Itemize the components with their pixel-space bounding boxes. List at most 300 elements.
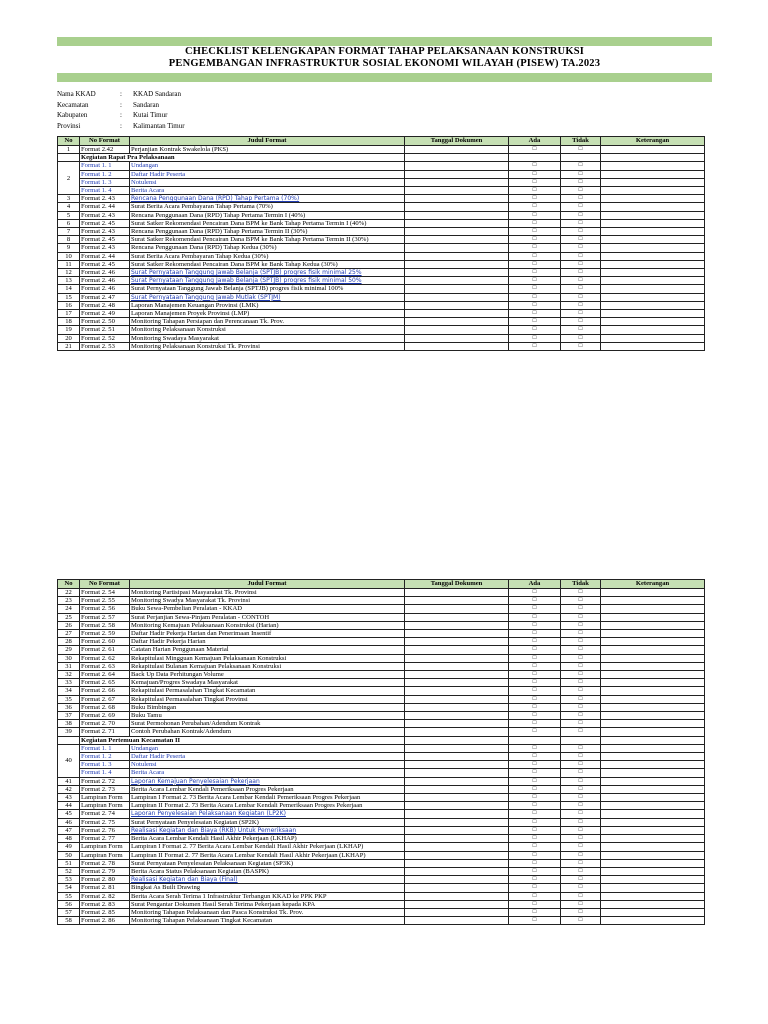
no-format: Format 1. 4: [80, 769, 130, 777]
header-no-format: No Format: [80, 137, 130, 146]
ada-checkbox[interactable]: □: [509, 293, 561, 301]
ada-checkbox[interactable]: □: [509, 662, 561, 670]
ada-checkbox[interactable]: □: [509, 228, 561, 236]
row-no: 56: [58, 900, 80, 908]
tanggal-cell: [405, 318, 509, 326]
judul-format: Surat Berita Acara Pembayaran Tahap Kedua (30%): [130, 252, 405, 260]
no-format: Format 2. 44: [80, 252, 130, 260]
tanggal-cell: [405, 301, 509, 309]
table-row: [58, 605, 705, 613]
keterangan-cell: [601, 342, 705, 350]
row-no: 20: [58, 334, 80, 342]
judul-format: Monitoring Pelaksanaan Konstruksi: [130, 326, 405, 334]
judul-format: Monitoring Tahapan Pelaksanaan dan Pasca Konstruksi Tk. Prov.: [130, 908, 405, 916]
tanggal-cell: [405, 211, 509, 219]
table-row: [58, 260, 705, 268]
tanggal-cell: [405, 917, 509, 925]
ada-checkbox[interactable]: □: [509, 146, 561, 154]
table-row: [58, 597, 705, 605]
ada-checkbox[interactable]: □: [509, 867, 561, 875]
table-row: [58, 301, 705, 309]
tidak-checkbox[interactable]: □: [561, 195, 601, 203]
ada-checkbox[interactable]: □: [509, 252, 561, 260]
judul-format: Rekapitulasi Permasalahan Tingkat Kecamatan: [130, 687, 405, 695]
row-no: 21: [58, 342, 80, 350]
judul-format: Monitoring Swadya Masyarakat Tk. Provinsi: [130, 597, 405, 605]
tanggal-cell: [405, 777, 509, 785]
table-row: [58, 211, 705, 219]
header-tidak: Tidak: [561, 137, 601, 146]
table-row: [58, 195, 705, 203]
row-no: 19: [58, 326, 80, 334]
keterangan-cell: [601, 187, 705, 195]
tanggal-cell: [405, 826, 509, 834]
header-tidak: Tidak: [561, 580, 601, 589]
tidak-checkbox[interactable]: □: [561, 310, 601, 318]
tanggal-cell: [405, 843, 509, 851]
judul-format: Rekapitulasi Mingguan Kemajuan Pelaksanaan Konstruksi: [130, 654, 405, 662]
title-line-2: PENGEMBANGAN INFRASTRUKTUR SOSIAL EKONOMI WILAYAH (PISEW) TA.2023: [168, 58, 601, 69]
table-row: [58, 318, 705, 326]
tidak-checkbox[interactable]: □: [561, 695, 601, 703]
tidak-checkbox[interactable]: □: [561, 679, 601, 687]
ada-checkbox[interactable]: □: [509, 211, 561, 219]
ada-checkbox[interactable]: □: [509, 187, 561, 195]
no-format: Format 2. 71: [80, 728, 130, 736]
tidak-checkbox[interactable]: □: [561, 597, 601, 605]
tanggal-cell: [405, 646, 509, 654]
ada-checkbox[interactable]: □: [509, 178, 561, 186]
tidak-checkbox[interactable]: □: [561, 244, 601, 252]
tidak-checkbox[interactable]: □: [561, 859, 601, 867]
header-tanggal-dokumen: Tanggal Dokumen: [405, 137, 509, 146]
tanggal-cell: [405, 146, 509, 154]
table-row: [58, 892, 705, 900]
judul-format: Laporan Kemajuan Penyelesaian Pekerjaan: [130, 777, 405, 785]
ada-checkbox[interactable]: □: [509, 802, 561, 810]
ada-checkbox[interactable]: □: [509, 162, 561, 170]
tidak-checkbox[interactable]: □: [561, 589, 601, 597]
tanggal-cell: [405, 589, 509, 597]
tidak-checkbox[interactable]: □: [561, 613, 601, 621]
ada-checkbox[interactable]: □: [509, 310, 561, 318]
tidak-checkbox[interactable]: □: [561, 720, 601, 728]
tidak-checkbox[interactable]: □: [561, 917, 601, 925]
tidak-checkbox[interactable]: □: [561, 728, 601, 736]
row-no: 43: [58, 794, 80, 802]
judul-format: Surat Pernyataan Penyelesaian Kegiatan (SP2K): [130, 818, 405, 826]
table-row: [58, 334, 705, 342]
no-format: Format 2. 73: [80, 785, 130, 793]
table-row: [58, 146, 705, 154]
header-judul-format: Judul Format: [130, 137, 405, 146]
ada-checkbox[interactable]: □: [509, 654, 561, 662]
keterangan-cell: [601, 228, 705, 236]
tidak-checkbox[interactable]: □: [561, 810, 601, 818]
tidak-checkbox[interactable]: □: [561, 908, 601, 916]
ada-checkbox[interactable]: □: [509, 728, 561, 736]
ada-checkbox[interactable]: □: [509, 260, 561, 268]
tidak-checkbox[interactable]: □: [561, 342, 601, 350]
ada-checkbox[interactable]: □: [509, 917, 561, 925]
table-row: [58, 310, 705, 318]
tidak-checkbox[interactable]: □: [561, 605, 601, 613]
ada-checkbox[interactable]: □: [509, 301, 561, 309]
ada-checkbox[interactable]: □: [509, 613, 561, 621]
no-format: Format 2. 45: [80, 236, 130, 244]
ada-checkbox[interactable]: □: [509, 621, 561, 629]
keterangan-cell: [601, 613, 705, 621]
judul-format: Monitoring Pelaksanaan Konstruksi Tk. Provinsi: [130, 342, 405, 350]
tidak-checkbox[interactable]: □: [561, 867, 601, 875]
tanggal-cell: [405, 900, 509, 908]
ada-checkbox[interactable]: □: [509, 892, 561, 900]
ada-checkbox[interactable]: □: [509, 835, 561, 843]
info-row: [57, 110, 185, 121]
tidak-checkbox[interactable]: □: [561, 219, 601, 227]
checklist-table-1: [57, 136, 705, 351]
ada-checkbox[interactable]: □: [509, 818, 561, 826]
tidak-checkbox[interactable]: □: [561, 802, 601, 810]
no-format: Format 2. 62: [80, 654, 130, 662]
tanggal-cell: [405, 769, 509, 777]
row-no: 26: [58, 621, 80, 629]
row-no: 32: [58, 671, 80, 679]
no-format: Format 2. 43: [80, 228, 130, 236]
tidak-checkbox[interactable]: □: [561, 753, 601, 761]
row-no: 15: [58, 293, 80, 301]
row-no: 2: [58, 162, 80, 195]
no-format: Format 2. 51: [80, 326, 130, 334]
no-format: Format 2. 48: [80, 301, 130, 309]
tanggal-cell: [405, 908, 509, 916]
tidak-checkbox[interactable]: □: [561, 638, 601, 646]
ada-checkbox[interactable]: □: [509, 318, 561, 326]
row-no: 31: [58, 662, 80, 670]
keterangan-cell: [601, 621, 705, 629]
ada-checkbox[interactable]: □: [509, 244, 561, 252]
tidak-checkbox[interactable]: □: [561, 843, 601, 851]
tidak-checkbox[interactable]: □: [561, 187, 601, 195]
tidak-checkbox[interactable]: □: [561, 334, 601, 342]
ada-checkbox[interactable]: □: [509, 679, 561, 687]
judul-format: Lampiran I Format 2. 77 Berita Acara Lembar Kendali Hasil Akhir Pekerjaan (LKHAP): [130, 843, 405, 851]
keterangan-cell: [601, 818, 705, 826]
tanggal-cell: [405, 744, 509, 752]
tidak-checkbox[interactable]: □: [561, 269, 601, 277]
no-format: Format 2. 75: [80, 818, 130, 826]
row-no: 50: [58, 851, 80, 859]
ada-checkbox[interactable]: □: [509, 761, 561, 769]
no-format: Format 2. 76: [80, 826, 130, 834]
table-row: [58, 162, 705, 170]
keterangan-cell: [601, 310, 705, 318]
tidak-checkbox[interactable]: □: [561, 794, 601, 802]
info-colon: :: [120, 100, 122, 109]
ada-checkbox[interactable]: □: [509, 695, 561, 703]
row-no: 44: [58, 802, 80, 810]
table-row: [58, 851, 705, 859]
no-format: Format 2. 43: [80, 195, 130, 203]
info-colon: :: [120, 90, 122, 98]
info-label: Provinsi: [57, 121, 81, 130]
info-label: Kabupaten: [57, 111, 88, 120]
tidak-checkbox[interactable]: □: [561, 826, 601, 834]
no-format: Lampiran Form: [80, 843, 130, 851]
ada-checkbox[interactable]: □: [509, 753, 561, 761]
judul-format: Daftar Hadir Peserta: [130, 170, 405, 178]
tidak-checkbox[interactable]: □: [561, 671, 601, 679]
row-no: 4: [58, 203, 80, 211]
table-row: [58, 589, 705, 597]
tidak-checkbox[interactable]: □: [561, 285, 601, 293]
tanggal-cell: [405, 662, 509, 670]
ada-checkbox[interactable]: □: [509, 744, 561, 752]
tanggal-cell: [405, 687, 509, 695]
tidak-checkbox[interactable]: □: [561, 851, 601, 859]
tanggal-cell: [405, 892, 509, 900]
group-row: [58, 154, 705, 162]
judul-format: Rencana Penggunaan Dana (RPD) Tahap Kedua (30%): [130, 244, 405, 252]
tidak-checkbox[interactable]: □: [561, 146, 601, 154]
group-title: Kegiatan Pertemuan Kecamatan II: [80, 736, 405, 744]
ada-checkbox[interactable]: □: [509, 203, 561, 211]
tidak-checkbox[interactable]: □: [561, 621, 601, 629]
keterangan-cell: [601, 211, 705, 219]
row-no: 28: [58, 638, 80, 646]
ada-checkbox[interactable]: □: [509, 810, 561, 818]
judul-format: Rencana Penggunaan Dana (RPD) Tahap Pertama Termin II (30%): [130, 228, 405, 236]
tidak-checkbox[interactable]: □: [561, 211, 601, 219]
ada-checkbox[interactable]: □: [509, 884, 561, 892]
ada-checkbox[interactable]: □: [509, 219, 561, 227]
table-row: [58, 646, 705, 654]
ada-checkbox[interactable]: □: [509, 769, 561, 777]
ada-checkbox[interactable]: □: [509, 851, 561, 859]
no-format: Format 2. 52: [80, 334, 130, 342]
row-no: 27: [58, 630, 80, 638]
ada-checkbox[interactable]: □: [509, 630, 561, 638]
row-no: 47: [58, 826, 80, 834]
tidak-checkbox[interactable]: □: [561, 630, 601, 638]
tidak-checkbox[interactable]: □: [561, 162, 601, 170]
tanggal-cell: [405, 761, 509, 769]
tidak-checkbox[interactable]: □: [561, 687, 601, 695]
tidak-checkbox[interactable]: □: [561, 785, 601, 793]
keterangan-cell: [601, 195, 705, 203]
ada-checkbox[interactable]: □: [509, 646, 561, 654]
info-value: Kutai Timur: [133, 111, 168, 120]
tidak-checkbox[interactable]: □: [561, 777, 601, 785]
no-format: Format 2. 85: [80, 908, 130, 916]
keterangan-cell: [601, 769, 705, 777]
table-row: [58, 613, 705, 621]
judul-format: Undangan: [130, 744, 405, 752]
ada-checkbox[interactable]: □: [509, 334, 561, 342]
keterangan-cell: [601, 654, 705, 662]
table-row: [58, 170, 705, 178]
no-format: Format 2. 61: [80, 646, 130, 654]
ada-checkbox[interactable]: □: [509, 908, 561, 916]
ada-checkbox[interactable]: □: [509, 638, 561, 646]
row-no: 39: [58, 728, 80, 736]
keterangan-cell: [601, 859, 705, 867]
row-no: 17: [58, 310, 80, 318]
judul-format: Kemajuan/Progres Swadaya Masyarakat: [130, 679, 405, 687]
ada-checkbox[interactable]: □: [509, 597, 561, 605]
tidak-cell: [561, 154, 601, 162]
keterangan-cell: [601, 146, 705, 154]
no-format: Format 2. 56: [80, 605, 130, 613]
table-row: [58, 859, 705, 867]
ada-cell: [509, 736, 561, 744]
tanggal-cell: [405, 703, 509, 711]
tidak-checkbox[interactable]: □: [561, 260, 601, 268]
table-row: [58, 277, 705, 285]
no-format: Format 1. 4: [80, 187, 130, 195]
info-row: [57, 89, 185, 100]
judul-format: Berita Acara Lembar Kendali Pemeriksaan Progres Pekerjaan: [130, 785, 405, 793]
ada-checkbox[interactable]: □: [509, 277, 561, 285]
judul-format: Berita Acara Status Pelaksanaan Kegiatan (BASPK): [130, 867, 405, 875]
row-no: 42: [58, 785, 80, 793]
ada-checkbox[interactable]: □: [509, 342, 561, 350]
tanggal-cell: [405, 810, 509, 818]
tidak-checkbox[interactable]: □: [561, 178, 601, 186]
no-format: Lampiran Form: [80, 802, 130, 810]
ada-checkbox[interactable]: □: [509, 589, 561, 597]
ada-checkbox[interactable]: □: [509, 794, 561, 802]
keterangan-cell: [601, 285, 705, 293]
judul-format: Monitoring Kemajuan Pelaksanaan Konstruksi (Harian): [130, 621, 405, 629]
table-row: [58, 843, 705, 851]
tidak-checkbox[interactable]: □: [561, 703, 601, 711]
tidak-checkbox[interactable]: □: [561, 252, 601, 260]
ada-checkbox[interactable]: □: [509, 900, 561, 908]
ada-checkbox[interactable]: □: [509, 876, 561, 884]
ada-checkbox[interactable]: □: [509, 777, 561, 785]
no-format: Lampiran Form: [80, 851, 130, 859]
ada-checkbox[interactable]: □: [509, 712, 561, 720]
row-no: 45: [58, 810, 80, 818]
no-format: Format 1. 3: [80, 178, 130, 186]
no-format: Format 2. 64: [80, 671, 130, 679]
tidak-checkbox[interactable]: □: [561, 835, 601, 843]
tidak-checkbox[interactable]: □: [561, 712, 601, 720]
project-info: [57, 89, 185, 131]
ada-checkbox[interactable]: □: [509, 859, 561, 867]
no-format: Format 2. 69: [80, 712, 130, 720]
tanggal-cell: [405, 720, 509, 728]
ada-checkbox[interactable]: □: [509, 843, 561, 851]
keterangan-cell: [601, 260, 705, 268]
keterangan-cell: [601, 687, 705, 695]
tidak-checkbox[interactable]: □: [561, 769, 601, 777]
ada-checkbox[interactable]: □: [509, 236, 561, 244]
row-no: 18: [58, 318, 80, 326]
ada-checkbox[interactable]: □: [509, 687, 561, 695]
tidak-checkbox[interactable]: □: [561, 654, 601, 662]
no-format: Format 2. 44: [80, 203, 130, 211]
table-row: [58, 753, 705, 761]
row-no: 8: [58, 236, 80, 244]
ada-checkbox[interactable]: □: [509, 285, 561, 293]
ada-checkbox[interactable]: □: [509, 720, 561, 728]
keterangan-cell: [601, 867, 705, 875]
table-row: [58, 712, 705, 720]
tidak-checkbox[interactable]: □: [561, 301, 601, 309]
ada-checkbox[interactable]: □: [509, 269, 561, 277]
tanggal-cell: [405, 867, 509, 875]
tanggal-cell: [405, 613, 509, 621]
row-no: 35: [58, 695, 80, 703]
ada-checkbox[interactable]: □: [509, 785, 561, 793]
table-row: [58, 802, 705, 810]
keterangan-cell: [601, 794, 705, 802]
tidak-checkbox[interactable]: □: [561, 236, 601, 244]
tidak-checkbox[interactable]: □: [561, 744, 601, 752]
tidak-checkbox[interactable]: □: [561, 203, 601, 211]
tidak-checkbox[interactable]: □: [561, 900, 601, 908]
tidak-checkbox[interactable]: □: [561, 892, 601, 900]
table-row: [58, 654, 705, 662]
tidak-checkbox[interactable]: □: [561, 876, 601, 884]
judul-format: Perjanjian Kontrak Swakelola (PKS): [130, 146, 405, 154]
no-format: Format 2. 70: [80, 720, 130, 728]
ada-checkbox[interactable]: □: [509, 195, 561, 203]
no-format: Format 2. 50: [80, 318, 130, 326]
keterangan-cell: [601, 301, 705, 309]
judul-format: Surat Perjanjian Sewa-Pinjam Peralatan - CONTOH: [130, 613, 405, 621]
judul-format: Lampiran II Format 2. 77 Berita Acara Lembar Kendali Hasil Akhir Pekerjaan (LKHAP): [130, 851, 405, 859]
ada-checkbox[interactable]: □: [509, 170, 561, 178]
tidak-checkbox[interactable]: □: [561, 170, 601, 178]
header-ada: Ada: [509, 580, 561, 589]
keterangan-cell: [601, 851, 705, 859]
table-row: [58, 621, 705, 629]
tidak-checkbox[interactable]: □: [561, 326, 601, 334]
ada-checkbox[interactable]: □: [509, 671, 561, 679]
tidak-checkbox[interactable]: □: [561, 818, 601, 826]
tanggal-cell: [405, 794, 509, 802]
header-keterangan: Keterangan: [601, 137, 705, 146]
no-format: Format 2. 59: [80, 630, 130, 638]
ada-checkbox[interactable]: □: [509, 326, 561, 334]
tidak-checkbox[interactable]: □: [561, 277, 601, 285]
table-row: [58, 695, 705, 703]
row-no: 40: [58, 744, 80, 777]
table-row: [58, 638, 705, 646]
judul-format: Surat Satker Rekomendasi Pencairan Dana BPM ke Bank Tahap Pertama Termin II (30%): [130, 236, 405, 244]
tidak-checkbox[interactable]: □: [561, 228, 601, 236]
no-format: Format 2.42: [80, 146, 130, 154]
ada-checkbox[interactable]: □: [509, 826, 561, 834]
tidak-checkbox[interactable]: □: [561, 318, 601, 326]
tidak-checkbox[interactable]: □: [561, 662, 601, 670]
ada-checkbox[interactable]: □: [509, 703, 561, 711]
ada-checkbox[interactable]: □: [509, 605, 561, 613]
judul-format: Surat Satker Rekomendasi Pencairan Dana BPM ke Bank Tahap Kedua (30%): [130, 260, 405, 268]
row-no: 22: [58, 589, 80, 597]
table-row: [58, 326, 705, 334]
tidak-checkbox[interactable]: □: [561, 646, 601, 654]
tidak-checkbox[interactable]: □: [561, 293, 601, 301]
tidak-checkbox[interactable]: □: [561, 884, 601, 892]
keterangan-cell: [601, 236, 705, 244]
no-format: Format 2. 82: [80, 892, 130, 900]
row-no: 46: [58, 818, 80, 826]
tidak-checkbox[interactable]: □: [561, 761, 601, 769]
